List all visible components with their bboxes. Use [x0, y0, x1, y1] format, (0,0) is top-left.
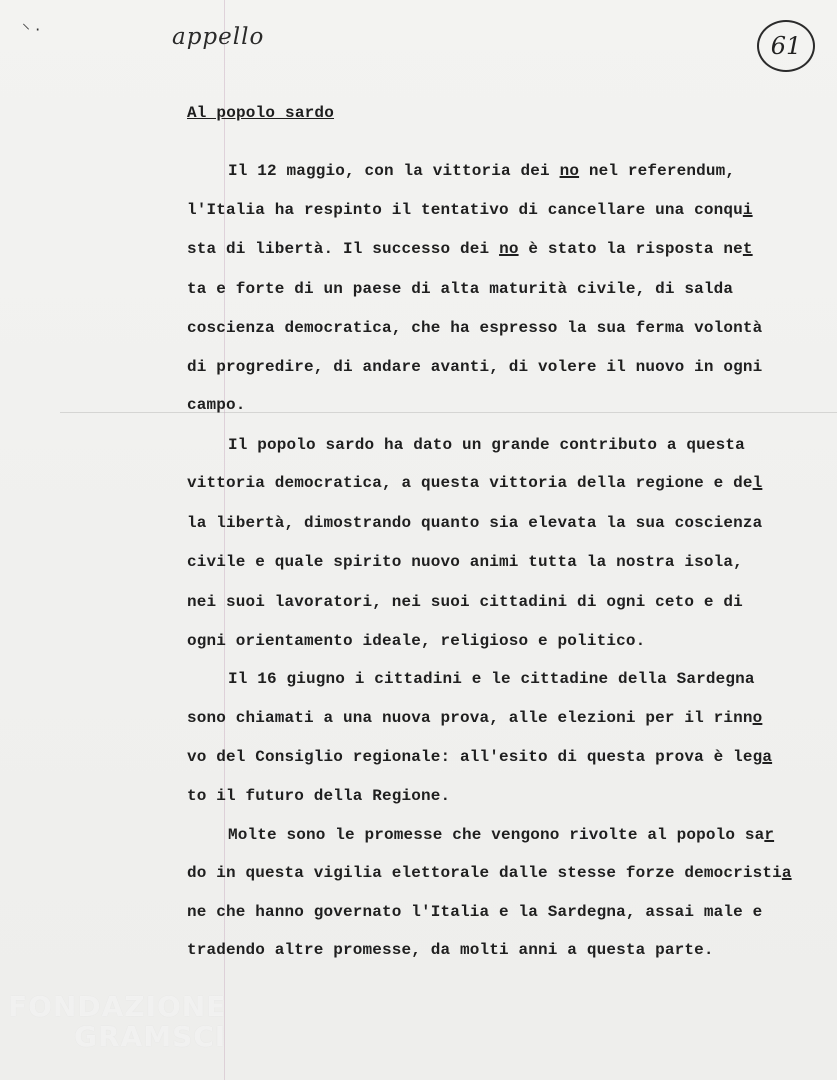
text-line: [187, 319, 762, 337]
underlined-word: l: [752, 474, 763, 492]
text-segment: campo.: [187, 396, 246, 414]
text-line: [187, 864, 792, 882]
underlined-word: no: [559, 162, 580, 180]
text-segment: ta e forte di un paese di alta maturità civile, di salda: [187, 280, 734, 298]
text-line: [187, 903, 762, 921]
text-segment: tradendo altre promesse, da molti anni a questa parte.: [187, 941, 714, 959]
underlined-word: no: [499, 240, 519, 258]
underlined-word: i: [742, 201, 753, 219]
text-line: [187, 709, 762, 727]
text-segment: Il popolo sardo ha dato un grande contributo a questa: [228, 436, 745, 454]
text-line: [228, 436, 745, 454]
text-segment: Il 16 giugno i cittadini e le cittadine della Sardegna: [228, 670, 755, 688]
text-segment: di progredire, di andare avanti, di volere il nuovo in ogni: [187, 358, 763, 376]
text-line: [187, 358, 762, 376]
text-segment: Molte sono le promesse che vengono rivolte al popolo sa: [228, 826, 765, 844]
text-line: [187, 593, 743, 611]
underlined-word: r: [764, 826, 775, 844]
text-line: [187, 240, 753, 258]
text-line: [187, 787, 450, 805]
text-line: [228, 670, 755, 688]
text-segment: sta di libertà. Il successo dei: [187, 240, 500, 258]
underlined-word: t: [742, 240, 753, 258]
text-segment: nei suoi lavoratori, nei suoi cittadini di ogni ceto e di: [187, 593, 743, 611]
text-line: [187, 748, 772, 766]
text-segment: to il futuro della Regione.: [187, 787, 451, 805]
handwritten-note: appello: [172, 24, 265, 50]
text-line: [228, 162, 735, 180]
text-segment: ogni orientamento ideale, religioso e politico.: [187, 632, 646, 650]
text-line: [187, 553, 743, 571]
document-title: Al popolo sardo: [187, 104, 335, 122]
text-line: [228, 826, 774, 844]
page-number-stamp: 61: [757, 20, 815, 72]
underlined-word: a: [781, 864, 792, 882]
paper-fold-line: [60, 412, 837, 413]
text-line: [187, 280, 733, 298]
text-segment: nel referendum,: [579, 162, 736, 180]
text-line: [187, 514, 762, 532]
watermark-line-1: FONDAZIONE: [8, 990, 227, 1023]
text-line: [187, 396, 246, 414]
corner-marks: ⸌ ·: [22, 20, 41, 39]
text-segment: ne che hanno governato l'Italia e la Sardegna, assai male e: [187, 903, 763, 921]
text-line: [187, 201, 753, 219]
text-segment: sono chiamati a una nuova prova, alle elezioni per il rinn: [187, 709, 753, 727]
text-segment: vo del Consiglio regionale: all'esito di questa prova è leg: [187, 748, 763, 766]
text-segment: vittoria democratica, a questa vittoria della regione e de: [187, 474, 753, 492]
text-line: [187, 632, 645, 650]
text-segment: è stato la risposta ne: [518, 240, 743, 258]
text-line: [187, 941, 714, 959]
watermark-line-2: GRAMSCI: [74, 1020, 227, 1053]
archive-watermark: [8, 992, 226, 1052]
text-segment: do in questa vigilia elettorale dalle stesse forze democristi: [187, 864, 782, 882]
text-segment: coscienza democratica, che ha espresso la sua ferma volontà: [187, 319, 763, 337]
text-line: [187, 474, 762, 492]
text-segment: civile e quale spirito nuovo animi tutta la nostra isola,: [187, 553, 743, 571]
underlined-word: a: [762, 748, 773, 766]
text-segment: Il 12 maggio, con la vittoria dei: [228, 162, 560, 180]
text-segment: la libertà, dimostrando quanto sia elevata la sua coscienza: [187, 514, 763, 532]
text-segment: l'Italia ha respinto il tentativo di cancellare una conqu: [187, 201, 743, 219]
underlined-word: o: [752, 709, 763, 727]
